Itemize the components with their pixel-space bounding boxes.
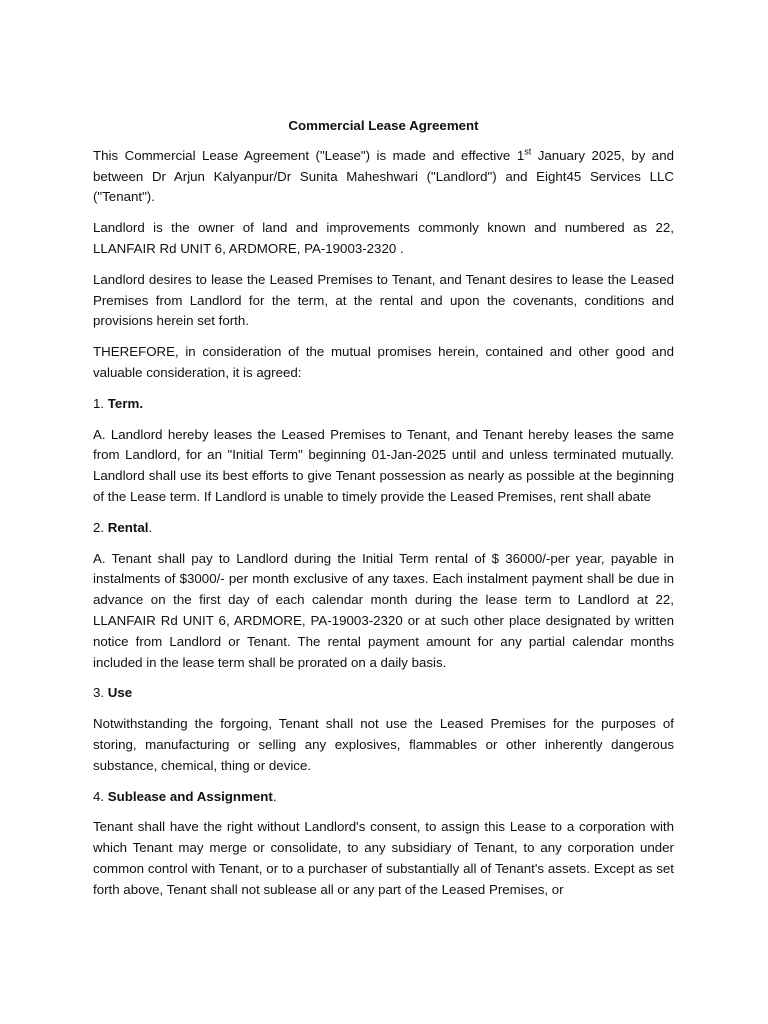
section-heading-term [93, 394, 674, 415]
therefore-paragraph: THEREFORE, in consideration of the mutual promises herein, contained and other good and valuable consideration, it is agreed: [93, 344, 674, 380]
section-title: Sublease and Assignment [107, 788, 273, 804]
section-heading-rental [93, 518, 674, 539]
intro-text-end: January 2025, by and between Dr Arjun Kalyanpur/Dr Sunita Maheshwari ("Landlord") and Eight45 Services LLC ("Tenant"). [93, 147, 674, 205]
section-title-suffix: . [272, 788, 277, 804]
section-body-term: A. Landlord hereby leases the Leased Premises to Tenant, and Tenant hereby leases the same from Landlord, for an "Initial Term" beginning 01-Jan-2025 until and unless terminated mutually. Landlord shall use its best efforts to give Tenant possession as nearly as possible at the beginning of the Lease term. If Landlord is unable to timely provide the Leased Premises, rent shall abate [93, 426, 674, 504]
document-title: Commercial Lease Agreement [288, 118, 479, 133]
section-title: Use [107, 685, 133, 701]
desire-paragraph: Landlord desires to lease the Leased Premises to Tenant, and Tenant desires to lease the Leased Premises from Landlord for the term, at the rental and upon the covenants, conditions and provisions herein set forth. [93, 271, 674, 329]
section-body-sublease: Tenant shall have the right without Landlord's consent, to assign this Lease to a corporation with which Tenant may merge or consolidate, to any subsidiary of Tenant, to any corporation under common control with Tenant, or to a purchaser of substantially all of Tenant's assets. Except as set forth above, Tenant shall not sublease all or any part of the Leased Premises, or [93, 819, 674, 897]
intro-superscript: st [524, 146, 532, 157]
section-heading-sublease [93, 787, 674, 808]
section-number: 1. [93, 395, 108, 411]
section-body-use: Notwithstanding the forgoing, Tenant shall not use the Leased Premises for the purposes of storing, manufacturing or selling any explosives, flammables or other inherently dangerous substance, chemical, thing or device. [93, 716, 674, 773]
section-title-suffix: . [148, 519, 153, 535]
intro-text-start: This Commercial Lease Agreement ("Lease") is made and effective 1 [93, 147, 525, 163]
section-body-rental: A. Tenant shall pay to Landlord during the Initial Term rental of $ 36000/-per year, payable in instalments of $3000/- per month exclusive of any taxes. Each instalment payment shall be due in advance on the first day of each calendar month during the lease term to Landlord at 22, LLANFAIR Rd UNIT 6, ARDMORE, PA-19003-2320 or at such other place designated by written notice from Landlord or Tenant. The rental payment amount for any partial calendar months included in the lease term shall be prorated on a daily basis. [93, 550, 674, 670]
section-title: Term. [107, 395, 144, 411]
section-number: 3. [93, 685, 108, 701]
section-number: 4. [93, 788, 108, 804]
lease-document [93, 116, 674, 911]
section-heading-use [93, 683, 674, 704]
intro-paragraph [93, 146, 674, 208]
section-title: Rental [107, 519, 149, 535]
owner-paragraph: Landlord is the owner of land and improvements commonly known and numbered as 22, LLANFAIR Rd UNIT 6, ARDMORE, PA-19003-2320 . [93, 220, 674, 256]
section-number: 2. [93, 519, 108, 535]
